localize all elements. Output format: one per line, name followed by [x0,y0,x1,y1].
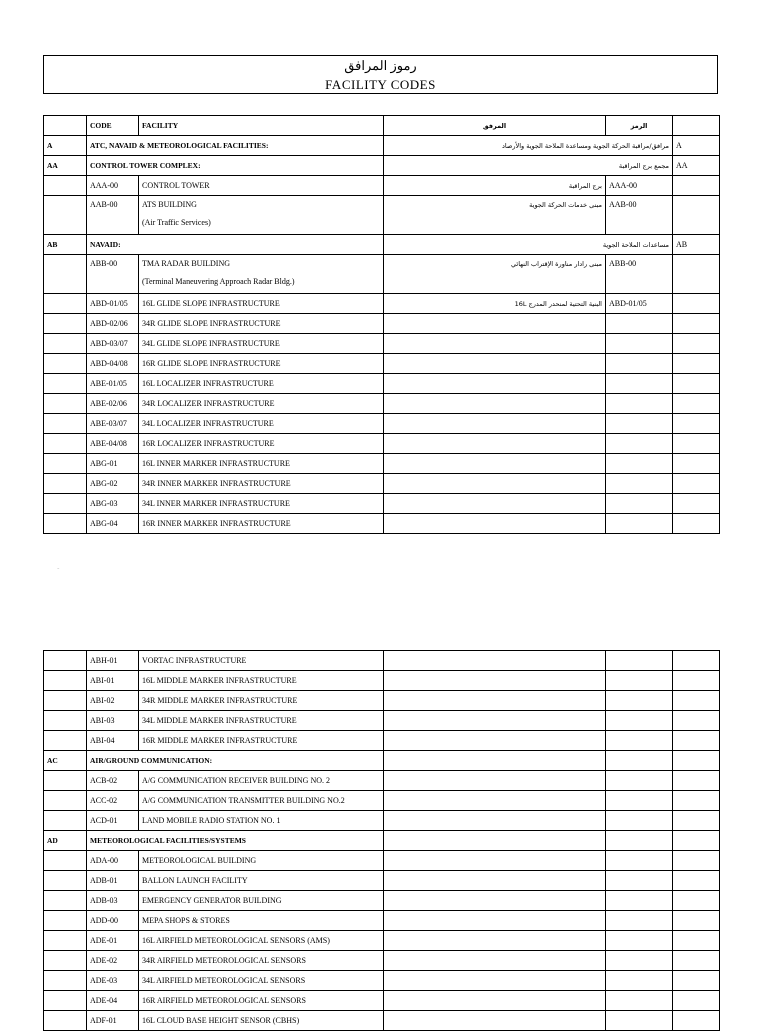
table-row [44,334,720,354]
group-cell [44,196,87,235]
arabic-code-cell [606,514,673,534]
code-cell: ADB-03 [87,891,139,911]
facility-cell [139,255,384,294]
group-code: AA [44,156,87,176]
header-cell-arabic-code: الرمز [606,116,673,136]
code-cell: ADB-01 [87,871,139,891]
arabic-facility-cell [384,454,606,474]
table-row [44,176,720,196]
arabic-facility-cell [384,731,606,751]
table-row [44,891,720,911]
facility-cell: 34L AIRFIELD METEOROLOGICAL SENSORS [139,971,384,991]
arabic-facility-cell [384,851,606,871]
group-cell-right [673,871,720,891]
arabic-facility-cell [384,354,606,374]
arabic-code-cell: AAA-00 [606,176,673,196]
arabic-facility-name: مبنى رادار مناورة الإقتراب النهائي [510,260,602,268]
group-cell [44,771,87,791]
header-cell-facility: FACILITY [139,116,384,136]
section-title-arabic: مجمع برج المراقبة [384,156,673,176]
group-cell-right [673,991,720,1011]
arabic-facility-cell [384,514,606,534]
section-title: CONTROL TOWER COMPLEX: [87,156,384,176]
header-cell-arabic-facility: المرفق [384,116,606,136]
group-cell-right [673,314,720,334]
group-code-right: A [673,136,720,156]
table-row [44,991,720,1011]
arabic-code-cell [606,911,673,931]
group-cell-right [673,811,720,831]
group-cell-right [673,691,720,711]
arabic-code-cell [606,334,673,354]
section-row [44,751,720,771]
group-cell [44,334,87,354]
table-row [44,911,720,931]
section-row [44,831,720,851]
group-cell-right [673,374,720,394]
arabic-code-cell [606,474,673,494]
group-cell [44,414,87,434]
facility-cell: 34L MIDDLE MARKER INFRASTRUCTURE [139,711,384,731]
arabic-facility-cell [384,255,606,294]
code-cell: ABE-02/06 [87,394,139,414]
facility-codes-table-continued [43,650,720,1031]
arabic-code-cell [606,871,673,891]
code-cell: ADA-00 [87,851,139,871]
section-title: ATC, NAVAID & METEOROLOGICAL FACILITIES: [87,136,384,156]
facility-cell: 16L MIDDLE MARKER INFRASTRUCTURE [139,671,384,691]
section-title: AIR/GROUND COMMUNICATION: [87,751,384,771]
arabic-code-cell [606,971,673,991]
facility-code: ABB-00 [90,259,118,268]
arabic-code-cell [606,196,673,235]
arabic-facility-cell [384,971,606,991]
arabic-facility-cell [384,474,606,494]
arabic-facility-cell [384,494,606,514]
group-cell [44,651,87,671]
group-cell [44,354,87,374]
group-cell [44,791,87,811]
section-title-arabic [384,751,606,771]
group-code: AC [44,751,87,771]
table-row [44,454,720,474]
group-cell-right [673,731,720,751]
table-header-row [44,116,720,136]
group-cell [44,691,87,711]
group-cell-right [673,1011,720,1031]
table-row [44,651,720,671]
section-row [44,235,720,255]
arabic-code-cell [606,791,673,811]
header-cell-group-right [673,116,720,136]
arabic-facility-cell: برج المراقبة [384,176,606,196]
arabic-facility-cell [384,991,606,1011]
group-cell [44,711,87,731]
arabic-facility-cell [384,871,606,891]
group-cell-right [673,454,720,474]
group-cell-right [673,434,720,454]
group-cell [44,255,87,294]
group-cell [44,991,87,1011]
group-cell-right [673,651,720,671]
code-cell: ABI-02 [87,691,139,711]
code-cell: ABE-03/07 [87,414,139,434]
group-code: AB [44,235,87,255]
table-row [44,691,720,711]
group-cell [44,1011,87,1031]
group-cell [44,891,87,911]
group-cell-right [673,354,720,374]
facility-cell: 16R GLIDE SLOPE INFRASTRUCTURE [139,354,384,374]
code-cell: ABG-03 [87,494,139,514]
table-row [44,374,720,394]
group-cell [44,454,87,474]
facility-name: ATS BUILDING [142,200,197,209]
arabic-code-cell [606,494,673,514]
group-cell [44,811,87,831]
group-cell [44,971,87,991]
group-cell [44,434,87,454]
section-row [44,156,720,176]
group-cell-right [673,196,720,235]
group-code: AD [44,831,87,851]
arabic-facility-cell [384,711,606,731]
arabic-code-cell [606,671,673,691]
arabic-code-cell [606,931,673,951]
group-cell-right [673,951,720,971]
section-title-arabic: مرافق/مراقبة الحركة الجوية ومساعدة الملاحة الجوية والأرصاد [384,136,673,156]
table-row [44,1011,720,1031]
arabic-facility-cell [384,811,606,831]
code-cell: ADE-01 [87,931,139,951]
arabic-facility-cell: البنية التحتية لمنحدر المدرج 16L [384,294,606,314]
arabic-code: ABB-00 [609,259,637,268]
facility-subtitle: (Terminal Maneuvering Approach Radar Bldg.) [142,277,295,286]
table-row [44,971,720,991]
facility-cell: 34R MIDDLE MARKER INFRASTRUCTURE [139,691,384,711]
arabic-code-cell [606,651,673,671]
facility-cell: 16L LOCALIZER INFRASTRUCTURE [139,374,384,394]
page-title: FACILITY CODES [325,77,436,92]
table-row [44,394,720,414]
table-row [44,871,720,891]
arabic-code-cell [606,374,673,394]
arabic-code-cell [606,255,673,294]
code-cell: ABI-03 [87,711,139,731]
group-cell [44,374,87,394]
code-cell: ABD-01/05 [87,294,139,314]
arabic-facility-cell [384,671,606,691]
group-code: A [44,136,87,156]
table-row [44,354,720,374]
code-cell: ADD-00 [87,911,139,931]
arabic-code-cell [606,414,673,434]
arabic-code-cell [606,731,673,751]
arabic-facility-cell [384,771,606,791]
facility-subtitle: (Air Traffic Services) [142,218,211,227]
facility-cell: MEPA SHOPS & STORES [139,911,384,931]
facility-cell: 16L INNER MARKER INFRASTRUCTURE [139,454,384,474]
code-cell: ABG-02 [87,474,139,494]
arabic-facility-cell [384,891,606,911]
table-row [44,434,720,454]
arabic-code-cell [606,454,673,474]
group-cell [44,394,87,414]
facility-cell: 34R GLIDE SLOPE INFRASTRUCTURE [139,314,384,334]
code-cell: ABG-01 [87,454,139,474]
arabic-facility-cell [384,791,606,811]
facility-cell: 34L INNER MARKER INFRASTRUCTURE [139,494,384,514]
group-cell-right [673,771,720,791]
group-cell-right [673,711,720,731]
group-cell-right [673,514,720,534]
arabic-code-cell [606,711,673,731]
code-cell: ABE-01/05 [87,374,139,394]
group-cell [44,294,87,314]
table-row [44,951,720,971]
code-cell: ACD-01 [87,811,139,831]
group-cell-right [673,176,720,196]
group-cell-right [673,494,720,514]
code-cell: ADE-03 [87,971,139,991]
table-row [44,731,720,751]
arabic-code-cell [606,811,673,831]
group-cell [44,731,87,751]
group-code-right: AB [673,235,720,255]
group-cell [44,951,87,971]
arabic-facility-cell [384,1011,606,1031]
code-cell: ABI-01 [87,671,139,691]
arabic-facility-cell [384,374,606,394]
code-cell: ADF-01 [87,1011,139,1031]
table-row [44,494,720,514]
section-title: NAVAID: [87,235,384,255]
arabic-facility-cell [384,931,606,951]
code-cell: ACB-02 [87,771,139,791]
facility-cell: 16R LOCALIZER INFRASTRUCTURE [139,434,384,454]
code-cell: ABD-04/08 [87,354,139,374]
header-cell-code: CODE [87,116,139,136]
arabic-facility-name: مبنى خدمات الحركة الجوية [529,201,602,209]
facility-cell: 34R INNER MARKER INFRASTRUCTURE [139,474,384,494]
facility-cell: EMERGENCY GENERATOR BUILDING [139,891,384,911]
group-cell-right [673,891,720,911]
facility-cell: 34R AIRFIELD METEOROLOGICAL SENSORS [139,951,384,971]
arabic-facility-cell [384,951,606,971]
facility-code: AAB-00 [90,200,118,209]
arabic-facility-cell [384,414,606,434]
arabic-code-cell [606,1011,673,1031]
group-cell [44,494,87,514]
arabic-code-cell [606,434,673,454]
group-cell [44,911,87,931]
group-cell-right [673,414,720,434]
title-arabic: رموز المرافق [344,58,417,73]
facility-name: TMA RADAR BUILDING [142,259,230,268]
facility-cell: A/G COMMUNICATION RECEIVER BUILDING NO. 2 [139,771,384,791]
arabic-code-cell [606,354,673,374]
arabic-code-cell [606,691,673,711]
facility-cell: CONTROL TOWER [139,176,384,196]
table-row [44,931,720,951]
section-row [44,136,720,156]
group-cell-right [673,931,720,951]
facility-codes-table [43,115,720,534]
section-title-arabic: مساعدات الملاحة الجوية [384,235,673,255]
title-box [43,55,718,94]
table-row [44,791,720,811]
header-cell-group [44,116,87,136]
facility-cell: 34L GLIDE SLOPE INFRASTRUCTURE [139,334,384,354]
code-cell: ABD-03/07 [87,334,139,354]
table-row [44,851,720,871]
group-cell [44,851,87,871]
section-title-arabic [384,831,606,851]
group-code-right [673,831,720,851]
arabic-code-cell [606,314,673,334]
arabic-code-cell [606,991,673,1011]
facility-cell: A/G COMMUNICATION TRANSMITTER BUILDING NO.2 [139,791,384,811]
facility-cell: BALLON LAUNCH FACILITY [139,871,384,891]
code-cell [87,255,139,294]
arabic-code-cell [606,851,673,871]
group-cell [44,514,87,534]
document-footnote: ~ [57,566,60,570]
code-cell: AAA-00 [87,176,139,196]
group-cell [44,931,87,951]
code-cell: ABI-04 [87,731,139,751]
group-cell-right [673,474,720,494]
group-cell [44,871,87,891]
code-cell: ABE-04/08 [87,434,139,454]
arabic-code-cell [606,831,673,851]
code-cell: ABG-04 [87,514,139,534]
table-row [44,711,720,731]
group-code-right [673,751,720,771]
group-cell-right [673,911,720,931]
group-cell-right [673,334,720,354]
arabic-facility-cell [384,691,606,711]
code-cell [87,196,139,235]
group-cell [44,314,87,334]
table-row [44,671,720,691]
group-cell-right [673,971,720,991]
facility-cell: 16L GLIDE SLOPE INFRASTRUCTURE [139,294,384,314]
code-cell: ACC-02 [87,791,139,811]
arabic-facility-cell [384,434,606,454]
arabic-facility-cell [384,196,606,235]
arabic-code-cell [606,751,673,771]
facility-cell: METEOROLOGICAL BUILDING [139,851,384,871]
facility-cell: 16R MIDDLE MARKER INFRASTRUCTURE [139,731,384,751]
group-cell [44,176,87,196]
table-row [44,514,720,534]
table-row [44,255,720,294]
table-row [44,474,720,494]
table-row [44,771,720,791]
table-row [44,314,720,334]
arabic-facility-cell [384,394,606,414]
arabic-code-cell [606,394,673,414]
arabic-facility-cell [384,314,606,334]
group-cell [44,671,87,691]
table-row [44,196,720,235]
facility-cell: VORTAC INFRASTRUCTURE [139,651,384,671]
facility-cell: LAND MOBILE RADIO STATION NO. 1 [139,811,384,831]
facility-cell: 16L AIRFIELD METEOROLOGICAL SENSORS (AMS) [139,931,384,951]
code-cell: ABD-02/06 [87,314,139,334]
group-cell-right [673,255,720,294]
facility-cell: 34L LOCALIZER INFRASTRUCTURE [139,414,384,434]
table-row [44,414,720,434]
group-cell-right [673,791,720,811]
group-code-right: AA [673,156,720,176]
arabic-code-cell [606,951,673,971]
facility-cell [139,196,384,235]
arabic-code-cell: ABD-01/05 [606,294,673,314]
arabic-code: AAB-00 [609,200,637,209]
group-cell-right [673,851,720,871]
code-cell: ADE-04 [87,991,139,1011]
arabic-facility-cell [384,911,606,931]
group-cell-right [673,394,720,414]
section-title: METEOROLOGICAL FACILITIES/SYSTEMS [87,831,384,851]
arabic-facility-cell [384,651,606,671]
arabic-facility-cell [384,334,606,354]
facility-cell: 16L CLOUD BASE HEIGHT SENSOR (CBHS) [139,1011,384,1031]
facility-cell: 16R AIRFIELD METEOROLOGICAL SENSORS [139,991,384,1011]
facility-cell: 34R LOCALIZER INFRASTRUCTURE [139,394,384,414]
code-cell: ABH-01 [87,651,139,671]
arabic-code-cell [606,771,673,791]
code-cell: ADE-02 [87,951,139,971]
arabic-code-cell [606,891,673,911]
group-cell [44,474,87,494]
table-row [44,294,720,314]
group-cell-right [673,294,720,314]
group-cell-right [673,671,720,691]
table-row [44,811,720,831]
facility-cell: 16R INNER MARKER INFRASTRUCTURE [139,514,384,534]
